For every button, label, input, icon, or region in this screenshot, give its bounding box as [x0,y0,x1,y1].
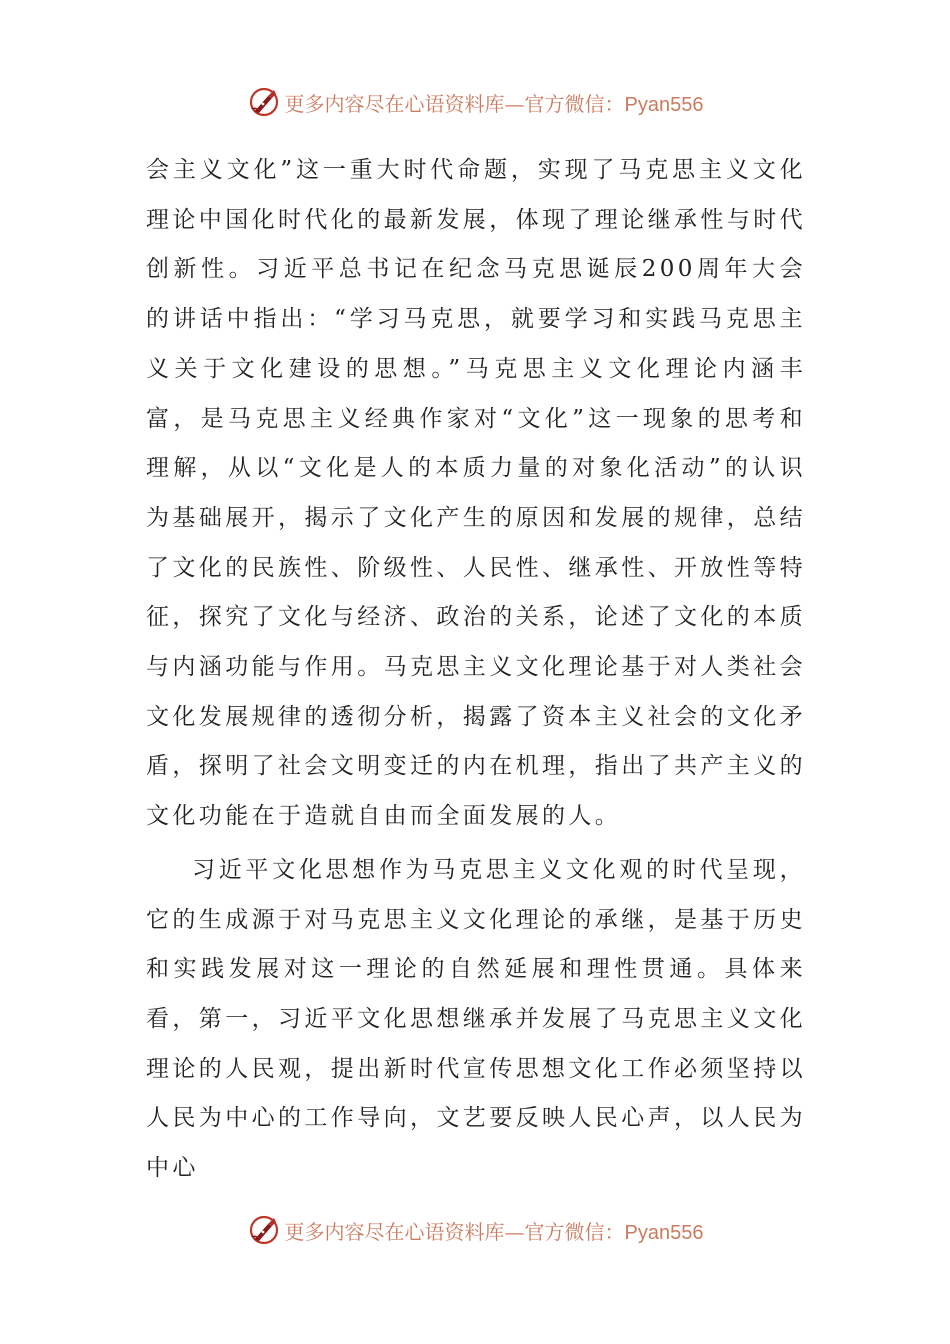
header-wechat-id: Pyan556 [624,93,704,116]
document-body [146,146,806,1194]
header-banner [0,82,950,122]
header-banner-text [285,88,704,117]
footer-banner-label: 更多内容尽在心语资料库—官方微信： [284,1219,625,1244]
paragraph-2: 习近平文化思想作为马克思主义文化观的时代呈现，它的生成源于对马克思主义文化理论的承继，是基于历史和实践发展对这一理论的自然延展和理性贯通。具体来看，第一，习近平文化思想继承并发展了马克思主义文化理论的人民观，提出新时代宣传思想文化工作必须坚持以人民为中心的工作导向，文艺要反映人民心声，以人民为中心 [146,856,806,1182]
paragraph-1: 会主义文化”这一重大时代命题，实现了马克思主义文化理论中国化时代化的最新发展，体现了理论继承性与时代创新性。习近平总书记在纪念马克思诞辰200周年大会的讲话中指出：“学习马克思，就要学习和实践马克思主义关于文化建设的思想。”马克思主义文化理论内涵丰富，是马克思主义经典作家对“文化”这一现象的思考和理解，从以“文化是人的本质力量的对象化活动”的认识为基础展开，揭示了文化产生的原因和发展的规律，总结了文化的民族性、阶级性、人民性、继承性、开放性等特征，探究了文化与经济、政治的关系，论述了文化的本质与内涵功能与作用。马克思主义文化理论基于对人类社会文化发展规律的透彻分析，揭露了资本主义社会的文化矛盾，探明了社会文明变迁的内在机理，指出了共产主义的文化功能在于造就自由而全面发展的人。 [146,157,806,830]
pen-nib-seal-icon [247,1213,281,1247]
pen-nib-seal-icon [247,85,281,119]
footer-wechat-id: Pyan556 [624,1221,704,1244]
footer-banner [0,1210,950,1250]
header-banner-label: 更多内容尽在心语资料库—官方微信： [284,91,625,116]
footer-banner-text [285,1216,704,1245]
